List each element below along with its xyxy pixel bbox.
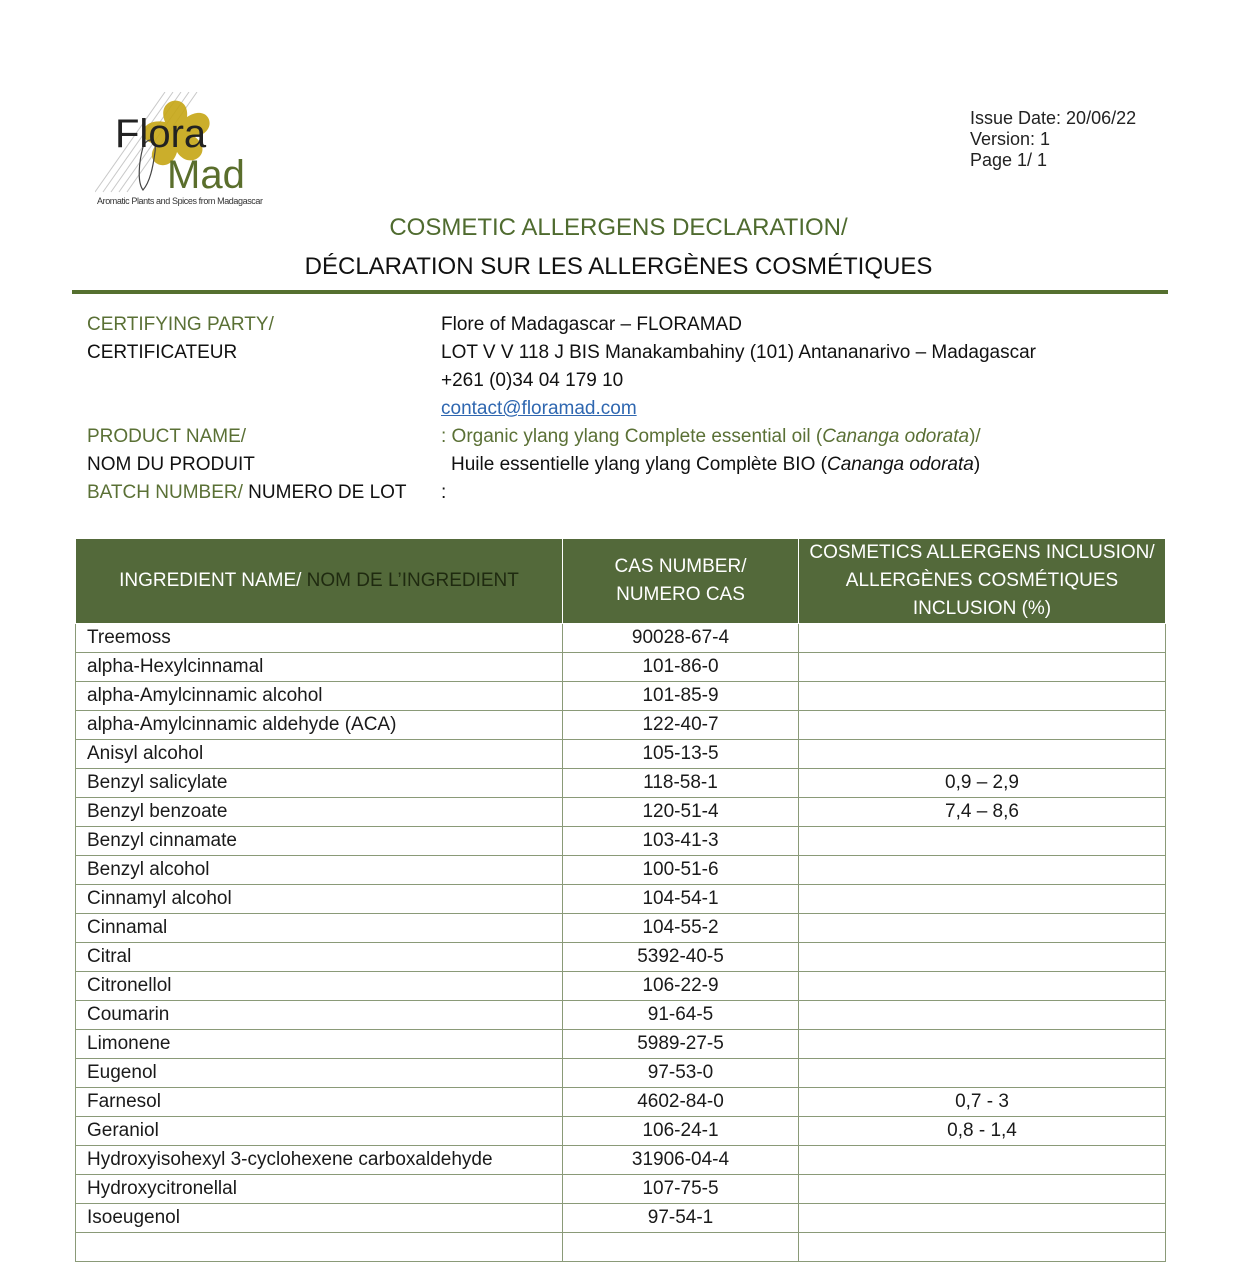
product-label-en: PRODUCT NAME/ — [87, 426, 247, 447]
certifying-label-en: CERTIFYING PARTY/ — [87, 314, 274, 335]
table-row — [76, 914, 1166, 943]
ingredient-cell: alpha-Hexylcinnamal — [76, 653, 563, 682]
inclusion-cell — [799, 885, 1166, 914]
cas-cell: 91-64-5 — [563, 1001, 799, 1030]
inclusion-cell — [799, 711, 1166, 740]
issue-info — [970, 108, 1136, 171]
inclusion-cell — [799, 1175, 1166, 1204]
cas-cell: 107-75-5 — [563, 1175, 799, 1204]
ingredient-cell: Benzyl cinnamate — [76, 827, 563, 856]
cas-cell: 100-51-6 — [563, 856, 799, 885]
cas-cell: 101-85-9 — [563, 682, 799, 711]
ingredient-cell: Cinnamyl alcohol — [76, 885, 563, 914]
issue-date: Issue Date: 20/06/22 — [970, 108, 1137, 128]
table-row — [76, 798, 1166, 827]
table-row — [76, 624, 1166, 653]
svg-text:Aromatic Plants and Spices fro: Aromatic Plants and Spices from Madagascar — [97, 196, 263, 206]
cas-cell: 97-54-1 — [563, 1204, 799, 1233]
table-row — [76, 827, 1166, 856]
inclusion-cell — [799, 914, 1166, 943]
header-cas: CAS NUMBER/ NUMERO CAS — [563, 539, 799, 624]
table-row — [76, 682, 1166, 711]
ingredient-cell: Coumarin — [76, 1001, 563, 1030]
inclusion-cell — [799, 740, 1166, 769]
table-row — [76, 1175, 1166, 1204]
table-row — [76, 653, 1166, 682]
inclusion-cell — [799, 1204, 1166, 1233]
cas-cell: 101-86-0 — [563, 653, 799, 682]
cas-cell: 5392-40-5 — [563, 943, 799, 972]
cas-cell: 97-53-0 — [563, 1059, 799, 1088]
cas-cell: 105-13-5 — [563, 740, 799, 769]
ingredient-cell: Citral — [76, 943, 563, 972]
table-row — [76, 1204, 1166, 1233]
header-inclusion: COSMETICS ALLERGENS INCLUSION/ ALLERGÈNES COSMÉTIQUES INCLUSION (%) — [799, 539, 1166, 624]
table-row — [76, 943, 1166, 972]
inclusion-cell — [799, 1001, 1166, 1030]
inclusion-cell: 0,9 – 2,9 — [799, 769, 1166, 798]
title-divider — [72, 290, 1168, 294]
inclusion-cell — [799, 827, 1166, 856]
batch-label-fr: NUMERO DE LOT — [242, 482, 407, 503]
allergens-table — [75, 538, 1166, 1262]
inclusion-cell: 0,8 - 1,4 — [799, 1117, 1166, 1146]
table-row — [76, 1088, 1166, 1117]
table-row — [76, 1117, 1166, 1146]
inclusion-cell — [799, 1146, 1166, 1175]
header-ingredient: INGREDIENT NAME/ NOM DE L’INGREDIENT — [76, 539, 563, 624]
svg-text:Flora: Flora — [115, 112, 207, 156]
version: Version: 1 — [970, 129, 1051, 149]
page-number: Page 1/ 1 — [970, 150, 1048, 170]
ingredient-cell: Hydroxycitronellal — [76, 1175, 563, 1204]
ingredient-cell: Treemoss — [76, 624, 563, 653]
values-column — [441, 311, 1036, 507]
cas-cell: 90028-67-4 — [563, 624, 799, 653]
ingredient-cell: alpha-Amylcinnamic aldehyde (ACA) — [76, 711, 563, 740]
batch-label-en: BATCH NUMBER/ — [87, 482, 243, 503]
inclusion-cell — [799, 856, 1166, 885]
cas-cell: 104-55-2 — [563, 914, 799, 943]
cas-cell: 104-54-1 — [563, 885, 799, 914]
company-address: LOT V V 118 J BIS Manakambahiny (101) Antananarivo – Madagascar — [441, 342, 1036, 363]
inclusion-cell — [799, 1059, 1166, 1088]
batch-label — [87, 479, 407, 507]
ingredient-cell: Farnesol — [76, 1088, 563, 1117]
table-row — [76, 1030, 1166, 1059]
product-label-fr: NOM DU PRODUIT — [87, 454, 255, 475]
ingredient-cell: Geraniol — [76, 1117, 563, 1146]
ingredient-cell: Benzyl salicylate — [76, 769, 563, 798]
inclusion-cell — [799, 682, 1166, 711]
product-name-fr: Huile essentielle ylang ylang Complète BIO (Cananga odorata) — [451, 454, 981, 475]
cas-cell: 106-24-1 — [563, 1117, 799, 1146]
ingredient-cell: Benzyl benzoate — [76, 798, 563, 827]
table-row — [76, 1001, 1166, 1030]
cas-cell: 103-41-3 — [563, 827, 799, 856]
product-name-en: : Organic ylang ylang Complete essential oil (Cananga odorata)/ — [441, 426, 981, 447]
inclusion-cell — [799, 943, 1166, 972]
table-row — [76, 711, 1166, 740]
certifying-label-fr: CERTIFICATEUR — [87, 342, 238, 363]
ingredient-cell: Benzyl alcohol — [76, 856, 563, 885]
company-email-link[interactable]: contact@floramad.com — [441, 398, 637, 419]
ingredient-cell: Anisyl alcohol — [76, 740, 563, 769]
ingredient-cell: Isoeugenol — [76, 1204, 563, 1233]
batch-value: : — [441, 482, 447, 503]
title-french: DÉCLARATION SUR LES ALLERGÈNES COSMÉTIQUES — [304, 253, 933, 280]
table-header-row — [76, 539, 1166, 624]
inclusion-cell: 7,4 – 8,6 — [799, 798, 1166, 827]
company-phone: +261 (0)34 04 179 10 — [441, 370, 624, 391]
ingredient-cell: Citronellol — [76, 972, 563, 1001]
cas-cell: 122-40-7 — [563, 711, 799, 740]
inclusion-cell — [799, 972, 1166, 1001]
inclusion-cell: 0,7 - 3 — [799, 1088, 1166, 1117]
table-row — [76, 856, 1166, 885]
inclusion-cell — [799, 1030, 1166, 1059]
ingredient-cell: Limonene — [76, 1030, 563, 1059]
ingredient-cell: Eugenol — [76, 1059, 563, 1088]
cas-cell: 120-51-4 — [563, 798, 799, 827]
cas-cell: 4602-84-0 — [563, 1088, 799, 1117]
table-row — [76, 885, 1166, 914]
company-name: Flore of Madagascar – FLORAMAD — [441, 314, 742, 335]
cas-cell: 31906-04-4 — [563, 1146, 799, 1175]
ingredient-cell: Cinnamal — [76, 914, 563, 943]
inclusion-cell — [799, 653, 1166, 682]
table-row — [76, 769, 1166, 798]
svg-text:Mad: Mad — [167, 153, 245, 197]
title-english: COSMETIC ALLERGENS DECLARATION/ — [389, 214, 848, 241]
cas-cell: 118-58-1 — [563, 769, 799, 798]
table-row — [76, 972, 1166, 1001]
floramad-logo — [95, 92, 270, 210]
cas-cell: 5989-27-5 — [563, 1030, 799, 1059]
table-row — [76, 1059, 1166, 1088]
table-row — [76, 740, 1166, 769]
inclusion-cell — [799, 624, 1166, 653]
ingredient-cell: Hydroxyisohexyl 3-cyclohexene carboxaldehyde — [76, 1146, 563, 1175]
table-row — [76, 1146, 1166, 1175]
cas-cell: 106-22-9 — [563, 972, 799, 1001]
ingredient-cell: alpha-Amylcinnamic alcohol — [76, 682, 563, 711]
labels-column — [87, 311, 407, 507]
